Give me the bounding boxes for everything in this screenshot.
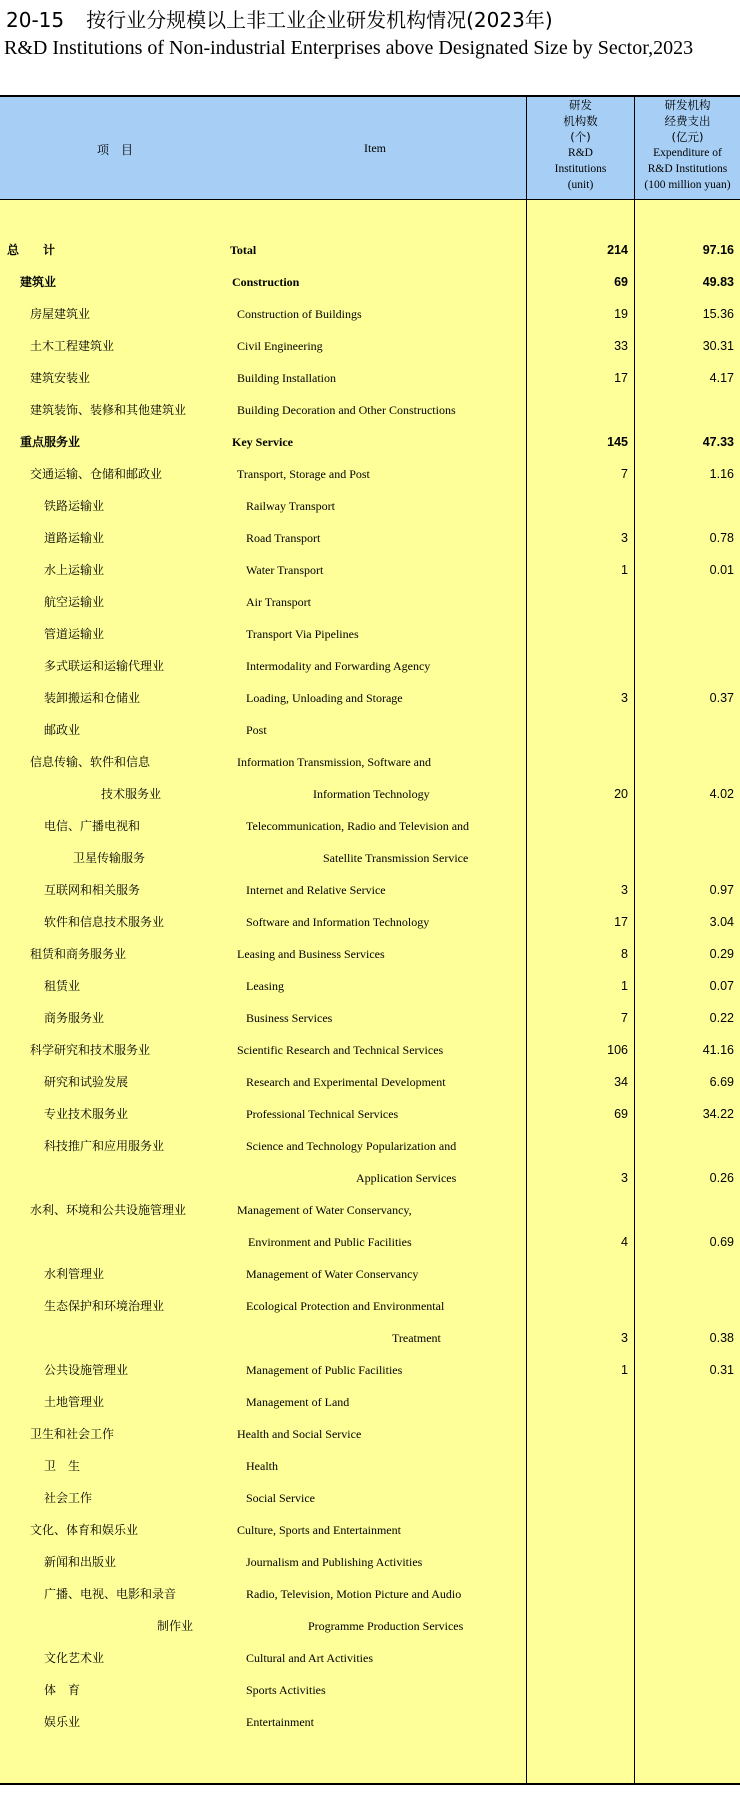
row-label-zh: 娱乐业 — [44, 1715, 81, 1729]
row-label-en: Sports Activities — [246, 1683, 326, 1697]
row-label-zh: 商务服务业 — [44, 1011, 105, 1025]
expenditure-value: 0.97 — [709, 883, 734, 897]
row-label-en: Health — [246, 1459, 278, 1473]
table-row — [0, 778, 740, 810]
row-label-zh: 科学研究和技术服务业 — [30, 1043, 151, 1057]
row-label-en: Management of Water Conservancy — [246, 1267, 419, 1281]
table-row — [0, 682, 740, 714]
table-row — [0, 362, 740, 394]
row-label-zh: 铁路运输业 — [44, 499, 105, 513]
institutions-value: 20 — [614, 787, 628, 801]
expenditure-value: 0.07 — [709, 979, 734, 993]
expenditure-value: 0.22 — [709, 1011, 734, 1025]
table-row — [0, 266, 740, 298]
table-bottom-rule — [0, 1783, 740, 1785]
row-label-en: Journalism and Publishing Activities — [246, 1555, 423, 1569]
row-label-en: Civil Engineering — [237, 339, 323, 353]
row-label-zh: 社会工作 — [44, 1491, 93, 1505]
table-row — [0, 1034, 740, 1066]
row-label-zh: 土木工程建筑业 — [30, 339, 115, 353]
row-label-zh: 信息传输、软件和信息 — [30, 755, 151, 769]
row-label-en: Treatment — [392, 1331, 441, 1345]
row-label-zh: 文化、体育和娱乐业 — [30, 1523, 139, 1537]
expenditure-value: 0.69 — [709, 1235, 734, 1249]
expenditure-value: 0.78 — [709, 531, 734, 545]
header-expenditure-line: (100 million yuan) — [644, 179, 731, 191]
row-label-en: Culture, Sports and Entertainment — [237, 1523, 401, 1537]
expenditure-value: 97.16 — [702, 243, 734, 257]
row-label-en: Leasing and Business Services — [237, 947, 385, 961]
expenditure-value: 30.31 — [702, 339, 734, 353]
table-row — [0, 1418, 740, 1450]
table-row — [0, 394, 740, 426]
institutions-value: 145 — [607, 435, 628, 449]
table-number: 20-15 — [6, 8, 65, 32]
table-row — [0, 490, 740, 522]
row-label-en: Management of Water Conservancy, — [237, 1203, 412, 1217]
table-row — [0, 618, 740, 650]
row-label-en: Air Transport — [246, 595, 312, 609]
row-label-zh: 文化艺术业 — [44, 1651, 105, 1665]
institutions-value: 17 — [614, 915, 628, 929]
institutions-value: 1 — [621, 979, 628, 993]
row-label-zh: 软件和信息技术服务业 — [44, 915, 165, 929]
row-label-zh: 新闻和出版业 — [44, 1555, 117, 1569]
table-row — [0, 1386, 740, 1418]
row-label-en: Programme Production Services — [308, 1619, 464, 1633]
expenditure-value: 4.17 — [709, 371, 734, 385]
header-expenditure-line: 经费支出 — [664, 114, 711, 128]
row-label-en: Social Service — [246, 1491, 315, 1505]
table-row — [0, 458, 740, 490]
header-institutions-line: (unit) — [567, 179, 594, 191]
expenditure-value: 0.37 — [709, 691, 734, 705]
row-label-zh: 建筑业 — [20, 275, 57, 289]
row-label-en: Application Services — [356, 1171, 457, 1185]
row-label-en: Intermodality and Forwarding Agency — [246, 659, 431, 673]
row-label-en: Radio, Television, Motion Picture and Audio — [246, 1587, 462, 1601]
institutions-value: 17 — [614, 371, 628, 385]
table-row — [0, 1354, 740, 1386]
row-label-zh: 卫星传输服务 — [73, 851, 146, 865]
row-label-en: Environment and Public Facilities — [248, 1235, 412, 1249]
row-label-zh: 重点服务业 — [20, 435, 81, 449]
header-institutions-line: R&D — [568, 147, 593, 159]
header-item-en: Item — [364, 141, 386, 155]
expenditure-value: 1.16 — [709, 467, 734, 481]
row-label-zh: 卫 生 — [44, 1459, 81, 1473]
header-expenditure-line: R&D Institutions — [647, 163, 728, 175]
row-label-en: Total — [230, 243, 257, 257]
expenditure-value: 0.26 — [709, 1171, 734, 1185]
table-title-en: R&D Institutions of Non-industrial Enterprises above Designated Size by Sector,2023 — [4, 37, 694, 59]
header-institutions — [527, 97, 634, 193]
table-row — [0, 1162, 740, 1194]
row-label-zh: 科技推广和应用服务业 — [44, 1139, 165, 1153]
table-row — [0, 1322, 740, 1354]
institutions-value: 33 — [614, 339, 628, 353]
header-institutions-line: (个) — [570, 130, 591, 144]
header-institutions-line: 机构数 — [563, 114, 598, 128]
row-label-en: Scientific Research and Technical Services — [237, 1043, 444, 1057]
row-label-en: Cultural and Art Activities — [246, 1651, 373, 1665]
row-label-en: Business Services — [246, 1011, 333, 1025]
expenditure-value: 3.04 — [709, 915, 734, 929]
row-label-zh: 专业技术服务业 — [44, 1107, 129, 1121]
row-label-en: Ecological Protection and Environmental — [246, 1299, 445, 1313]
table-row — [0, 650, 740, 682]
table-row — [0, 426, 740, 458]
header-expenditure-line: 研发机构 — [664, 98, 711, 112]
row-label-en: Road Transport — [246, 531, 321, 545]
expenditure-value: 34.22 — [702, 1107, 734, 1121]
table-title-zh — [6, 4, 553, 33]
expenditure-value: 0.38 — [709, 1331, 734, 1345]
row-label-zh: 卫生和社会工作 — [30, 1427, 115, 1441]
institutions-value: 69 — [614, 1107, 628, 1121]
institutions-value: 1 — [621, 563, 628, 577]
row-label-en: Railway Transport — [246, 499, 336, 513]
row-label-zh: 电信、广播电视和 — [44, 819, 141, 833]
table-row — [0, 810, 740, 842]
row-label-zh: 交通运输、仓储和邮政业 — [30, 467, 163, 481]
expenditure-value: 41.16 — [702, 1043, 734, 1057]
row-label-en: Professional Technical Services — [246, 1107, 399, 1121]
row-label-zh: 总 计 — [7, 243, 56, 257]
row-label-en: Building Installation — [237, 371, 336, 385]
row-label-zh: 装卸搬运和仓储业 — [44, 691, 141, 705]
column-divider — [526, 97, 527, 1783]
institutions-value: 8 — [621, 947, 628, 961]
institutions-value: 1 — [621, 1363, 628, 1377]
table-row — [0, 1258, 740, 1290]
table-row — [0, 234, 740, 266]
table-row — [0, 1098, 740, 1130]
institutions-value: 3 — [621, 691, 628, 705]
row-label-en: Entertainment — [246, 1715, 314, 1729]
row-label-zh: 建筑安装业 — [30, 371, 91, 385]
row-label-zh: 制作业 — [157, 1619, 194, 1633]
header-expenditure-line: (亿元) — [671, 130, 704, 144]
row-label-zh: 研究和试验发展 — [44, 1075, 129, 1089]
table-row — [0, 1450, 740, 1482]
table-row — [0, 1002, 740, 1034]
institutions-value: 34 — [614, 1075, 628, 1089]
expenditure-value: 15.36 — [702, 307, 734, 321]
row-label-zh: 体 育 — [44, 1683, 81, 1697]
table-row — [0, 714, 740, 746]
table-row — [0, 330, 740, 362]
table-row — [0, 938, 740, 970]
row-label-zh: 互联网和相关服务 — [44, 883, 141, 897]
table-row — [0, 1546, 740, 1578]
row-label-en: Construction — [232, 275, 300, 289]
institutions-value: 7 — [621, 1011, 628, 1025]
row-label-en: Software and Information Technology — [246, 915, 430, 929]
row-label-zh: 航空运输业 — [44, 595, 105, 609]
expenditure-value: 0.31 — [709, 1363, 734, 1377]
row-label-en: Satellite Transmission Service — [323, 851, 469, 865]
institutions-value: 3 — [621, 1331, 628, 1345]
institutions-value: 19 — [614, 307, 628, 321]
table-row — [0, 842, 740, 874]
row-label-en: Science and Technology Popularization and — [246, 1139, 457, 1153]
row-label-en: Information Technology — [313, 787, 430, 801]
row-label-zh: 水利管理业 — [44, 1267, 105, 1281]
table-row — [0, 1290, 740, 1322]
table-row — [0, 1578, 740, 1610]
table-row — [0, 1642, 740, 1674]
institutions-value: 106 — [607, 1043, 628, 1057]
table-row — [0, 746, 740, 778]
table-row — [0, 554, 740, 586]
row-label-zh: 水上运输业 — [44, 563, 105, 577]
expenditure-value: 0.29 — [709, 947, 734, 961]
row-label-zh: 公共设施管理业 — [44, 1363, 129, 1377]
row-label-zh: 广播、电视、电影和录音 — [44, 1587, 177, 1601]
table-row — [0, 1226, 740, 1258]
header-institutions-line: Institutions — [554, 163, 607, 175]
row-label-zh: 租赁和商务服务业 — [30, 947, 127, 961]
row-label-zh: 生态保护和环境治理业 — [44, 1299, 165, 1313]
table-row — [0, 1674, 740, 1706]
row-label-zh: 技术服务业 — [101, 787, 162, 801]
header-item-zh: 项 目 — [96, 143, 133, 157]
table-row — [0, 586, 740, 618]
row-label-en: Loading, Unloading and Storage — [246, 691, 403, 705]
row-label-en: Water Transport — [246, 563, 324, 577]
row-label-zh: 邮政业 — [44, 723, 81, 737]
institutions-value: 3 — [621, 883, 628, 897]
row-label-zh: 土地管理业 — [44, 1395, 105, 1409]
header-expenditure-line: Expenditure of — [653, 147, 722, 159]
row-label-en: Management of Public Facilities — [246, 1363, 403, 1377]
table-row — [0, 1482, 740, 1514]
row-label-zh: 道路运输业 — [44, 531, 105, 545]
expenditure-value: 4.02 — [709, 787, 734, 801]
table-row — [0, 1514, 740, 1546]
row-label-zh: 多式联运和运输代理业 — [44, 659, 165, 673]
table-row — [0, 1066, 740, 1098]
row-label-en: Transport, Storage and Post — [237, 467, 370, 481]
table-title-zh-text: 按行业分规模以上非工业企业研发机构情况(2023年) — [86, 8, 553, 32]
institutions-value: 7 — [621, 467, 628, 481]
table-row — [0, 522, 740, 554]
expenditure-value: 0.01 — [709, 563, 734, 577]
table-row — [0, 1706, 740, 1738]
institutions-value: 4 — [621, 1235, 628, 1249]
institutions-value: 3 — [621, 531, 628, 545]
row-label-en: Building Decoration and Other Constructions — [237, 403, 456, 417]
row-label-zh: 水利、环境和公共设施管理业 — [30, 1203, 187, 1217]
row-label-zh: 建筑装饰、装修和其他建筑业 — [30, 403, 187, 417]
row-label-en: Management of Land — [246, 1395, 350, 1409]
column-divider — [634, 97, 635, 1783]
table-row — [0, 298, 740, 330]
row-label-en: Construction of Buildings — [237, 307, 362, 321]
row-label-zh: 租赁业 — [44, 979, 81, 993]
row-label-en: Leasing — [246, 979, 284, 993]
expenditure-value: 47.33 — [702, 435, 734, 449]
header-institutions-line: 研发 — [569, 98, 592, 112]
row-label-zh: 房屋建筑业 — [30, 307, 91, 321]
institutions-value: 69 — [614, 275, 628, 289]
institutions-value: 214 — [607, 243, 628, 257]
row-label-en: Internet and Relative Service — [246, 883, 386, 897]
table-row — [0, 1130, 740, 1162]
institutions-value: 3 — [621, 1171, 628, 1185]
row-label-en: Telecommunication, Radio and Television and — [246, 819, 470, 833]
row-label-en: Post — [246, 723, 267, 737]
row-label-en: Research and Experimental Development — [246, 1075, 446, 1089]
table-row — [0, 1610, 740, 1642]
row-label-en: Health and Social Service — [237, 1427, 362, 1441]
table-body — [0, 200, 740, 1783]
table-row — [0, 1194, 740, 1226]
header-expenditure — [635, 97, 740, 193]
table-row — [0, 970, 740, 1002]
row-label-en: Transport Via Pipelines — [246, 627, 359, 641]
table-row — [0, 906, 740, 938]
expenditure-value: 6.69 — [709, 1075, 734, 1089]
row-label-en: Key Service — [232, 435, 293, 449]
row-label-en: Information Transmission, Software and — [237, 755, 431, 769]
row-label-zh: 管道运输业 — [44, 627, 105, 641]
expenditure-value: 49.83 — [702, 275, 734, 289]
table-row — [0, 874, 740, 906]
